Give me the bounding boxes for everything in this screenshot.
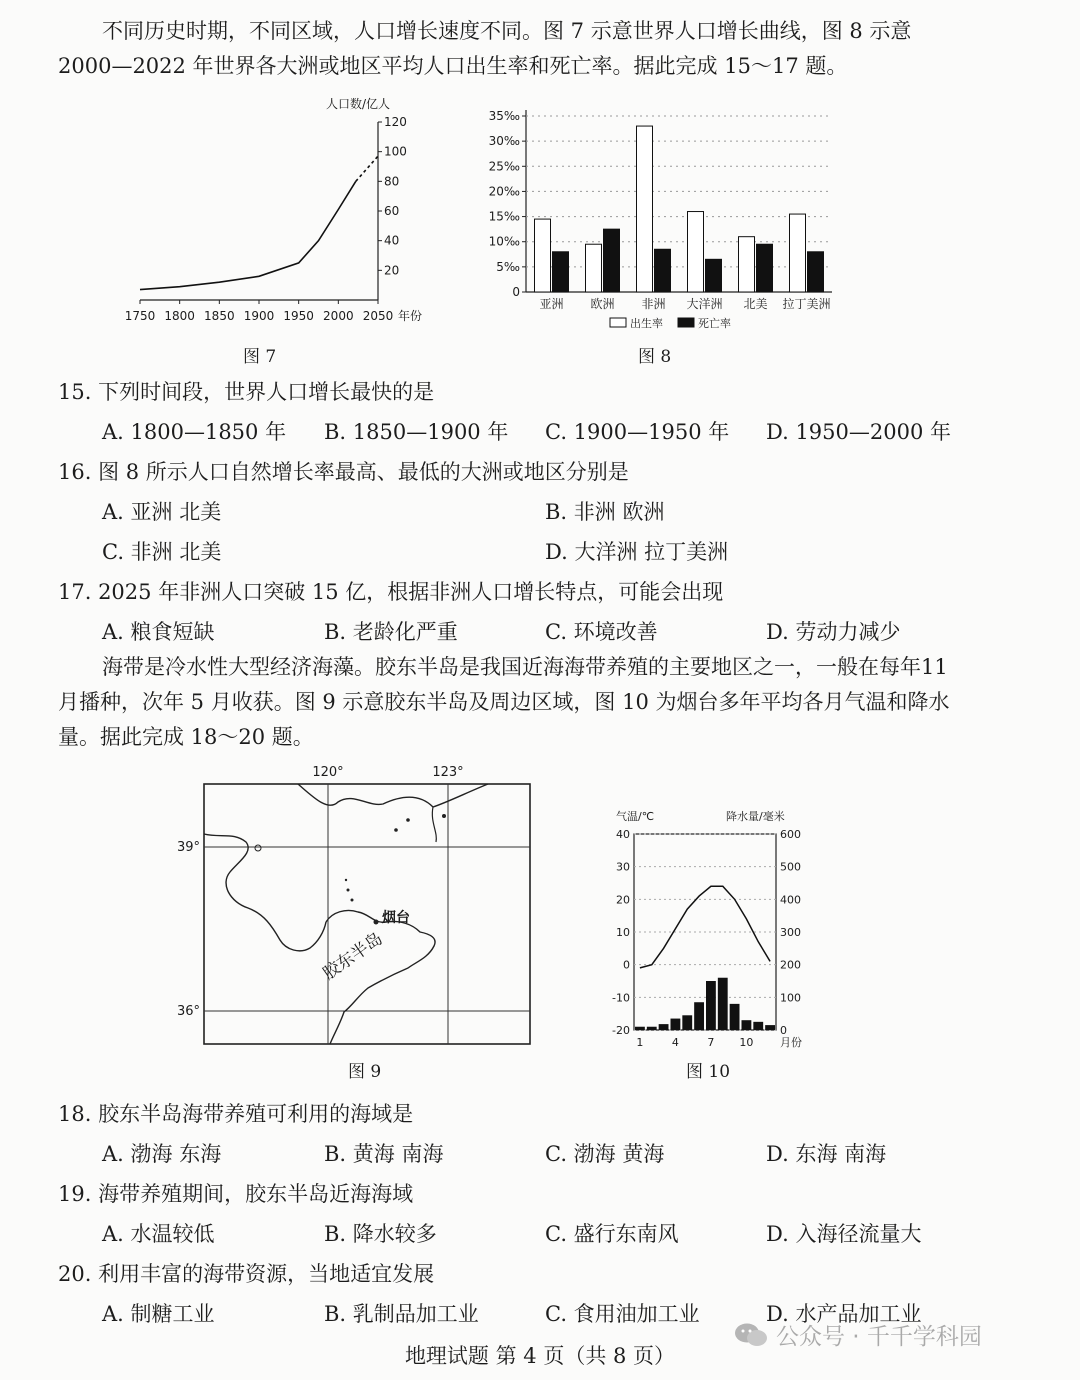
category-label: 北美 <box>743 297 768 311</box>
q18-option-b: B. 黄海 南海 <box>324 1142 444 1166</box>
lon-label-123: 123° <box>432 765 464 780</box>
category-label: 欧洲 <box>590 297 615 311</box>
q19-option-d: D. 入海径流量大 <box>766 1222 922 1246</box>
precip-tick-label: 200 <box>780 958 801 972</box>
question-16-stem: 16. 图 8 所示人口自然增长率最高、最低的大洲或地区分别是 <box>58 460 629 484</box>
peninsula-label: 胶东半岛 <box>319 928 387 985</box>
watermark-text: 公众号 · 千千学科园 <box>776 1324 982 1350</box>
question-19-stem: 19. 海带养殖期间，胶东半岛近海海域 <box>58 1182 414 1206</box>
death-rate-bar-5 <box>757 244 773 292</box>
x-tick-label: 2050 <box>362 309 394 323</box>
lon-label-120: 120° <box>312 765 344 780</box>
death-rate-bar-1 <box>553 252 569 292</box>
figure-10 <box>600 800 818 1054</box>
liaodong-coastline <box>298 784 488 807</box>
temp-tick-label: 30 <box>616 860 630 874</box>
y-tick-label: 100 <box>384 144 407 159</box>
population-curve <box>140 181 356 289</box>
y-tick-label: 20‰ <box>488 184 520 199</box>
q17-option-c: C. 环境改善 <box>545 620 658 644</box>
world-population-chart <box>124 92 438 352</box>
figure-8-caption: 图 8 <box>638 347 672 367</box>
figure-10-caption: 图 10 <box>686 1062 731 1082</box>
category-label: 拉丁美洲 <box>782 297 831 311</box>
q15-option-b: B. 1850—1900 年 <box>324 420 509 444</box>
y-tick-label: 80 <box>384 174 400 189</box>
x-tick-label: 1800 <box>164 309 195 323</box>
figure-9-caption: 图 9 <box>348 1062 382 1082</box>
precip-bar-1 <box>635 1027 645 1030</box>
x-axis-unit: 年份 <box>398 309 423 323</box>
category-label: 大洋洲 <box>686 297 723 311</box>
birth-rate-bar-5 <box>739 237 755 292</box>
q19-option-a: A. 水温较低 <box>102 1222 215 1246</box>
figure-9 <box>168 762 548 1052</box>
island <box>442 814 446 818</box>
island <box>406 818 410 822</box>
birth-rate-bar-6 <box>790 214 806 292</box>
question-20-stem: 20. 利用丰富的海带资源，当地适宜发展 <box>58 1262 435 1286</box>
x-axis-unit: 月份 <box>780 1036 802 1049</box>
y-tick-label: 25‰ <box>488 159 520 174</box>
birth-rate-bar-4 <box>688 212 704 292</box>
jiaodong-map <box>168 762 548 1052</box>
island <box>347 889 350 892</box>
month-tick-label: 1 <box>636 1036 644 1049</box>
precip-bar-4 <box>671 1019 681 1030</box>
q18-option-d: D. 东海 南海 <box>766 1142 887 1166</box>
y-tick-label: 20 <box>384 263 400 278</box>
temp-tick-label: 10 <box>616 926 630 939</box>
q20-option-c: C. 食用油加工业 <box>545 1302 700 1326</box>
q20-option-a: A. 制糖工业 <box>102 1302 215 1326</box>
liaodong-tip <box>432 807 436 842</box>
temp-tick-label: 20 <box>616 893 630 907</box>
island <box>351 899 354 902</box>
month-tick-label: 4 <box>671 1036 679 1049</box>
island <box>394 828 398 832</box>
q16-option-b: B. 非洲 欧洲 <box>545 500 665 524</box>
q15-option-c: C. 1900—1950 年 <box>545 420 730 444</box>
precip-tick-label: 100 <box>780 991 801 1005</box>
q18-option-a: A. 渤海 东海 <box>102 1142 222 1166</box>
x-tick-label: 2000 <box>323 309 354 323</box>
y-tick-label: 120 <box>384 115 407 129</box>
x-tick-label: 1900 <box>243 309 275 323</box>
q17-option-a: A. 粮食短缺 <box>102 620 215 644</box>
y-tick-label: 15‰ <box>488 209 520 224</box>
precip-bar-6 <box>694 1002 704 1030</box>
q20-option-d: D. 水产品加工业 <box>766 1302 922 1326</box>
birth-rate-bar-2 <box>586 244 602 292</box>
precip-bar-3 <box>659 1024 669 1030</box>
q15-option-a: A. 1800—1850 年 <box>102 420 287 444</box>
month-tick-label: 7 <box>707 1036 715 1049</box>
category-label: 亚洲 <box>539 297 564 311</box>
island <box>255 845 261 851</box>
precip-bar-2 <box>647 1027 657 1030</box>
q18-option-c: C. 渤海 黄海 <box>545 1142 665 1166</box>
precip-axis-label: 降水量/毫米 <box>726 810 785 823</box>
figure-7 <box>124 92 438 352</box>
legend-birth-swatch <box>610 318 626 327</box>
precip-tick-label: 300 <box>780 926 801 939</box>
figure-7-caption: 图 7 <box>243 347 277 367</box>
q19-option-c: C. 盛行东南风 <box>545 1222 679 1246</box>
y-tick-label: 40 <box>384 233 400 248</box>
temp-tick-label: 0 <box>623 958 630 972</box>
q17-option-d: D. 劳动力减少 <box>766 620 901 644</box>
temp-tick-label: -10 <box>612 991 630 1005</box>
legend-death-label: 死亡率 <box>698 317 731 330</box>
precip-bar-7 <box>706 981 716 1030</box>
precip-bar-10 <box>742 1020 752 1030</box>
x-tick-label: 1950 <box>283 309 314 323</box>
yantai-label: 烟台 <box>382 910 410 926</box>
death-rate-bar-6 <box>808 252 824 292</box>
q16-option-d: D. 大洋洲 拉丁美洲 <box>545 540 729 564</box>
death-rate-bar-3 <box>655 249 671 292</box>
x-tick-label: 1850 <box>204 309 235 323</box>
figure-8 <box>482 96 842 342</box>
question-18-stem: 18. 胶东半岛海带养殖可利用的海域是 <box>58 1102 414 1126</box>
intro-paragraph-1: 不同历史时期，不同区域，人口增长速度不同。图 7 示意世界人口增长曲线，图 8 示意2000—2022 年世界各大洲或地区平均人口出生率和死亡率。据此完成 15～17 题。 <box>58 19 912 78</box>
jiaodong-peninsula-coastline <box>326 910 435 1044</box>
temp-axis-label: 气温/℃ <box>616 810 655 823</box>
map-frame <box>204 784 530 1044</box>
q19-option-b: B. 降水较多 <box>324 1222 437 1246</box>
precip-bar-5 <box>682 1015 692 1030</box>
precip-bar-12 <box>765 1025 775 1030</box>
death-rate-bar-4 <box>706 259 722 292</box>
temp-tick-label: 40 <box>616 828 630 841</box>
precip-bar-9 <box>730 1004 740 1030</box>
question-15-stem: 15. 下列时间段，世界人口增长最快的是 <box>58 380 435 404</box>
temp-tick-label: -20 <box>612 1024 630 1037</box>
precip-tick-label: 500 <box>780 860 801 874</box>
page-footer: 地理试题 第 4 页（共 8 页） <box>404 1344 676 1368</box>
precip-tick-label: 0 <box>780 1024 787 1037</box>
x-tick-label: 1750 <box>124 309 156 323</box>
death-rate-bar-2 <box>604 229 620 292</box>
question-17-stem: 17. 2025 年非洲人口突破 15 亿，根据非洲人口增长特点，可能会出现 <box>58 580 724 604</box>
q16-option-c: C. 非洲 北美 <box>102 540 222 564</box>
y-tick-label: 0 <box>512 285 520 299</box>
temperature-curve <box>640 886 770 968</box>
y-tick-label: 5‰ <box>496 259 520 274</box>
lat-label-39: 39° <box>176 840 200 855</box>
legend-death-swatch <box>678 318 694 327</box>
yantai-city-marker <box>374 920 379 925</box>
population-projection <box>356 156 378 181</box>
category-label: 非洲 <box>641 297 666 311</box>
y-tick-label: 30‰ <box>488 134 520 149</box>
q20-option-b: B. 乳制品加工业 <box>324 1302 479 1326</box>
birth-death-rate-chart <box>482 96 842 342</box>
bohai-coastline <box>204 834 326 951</box>
lat-label-36: 36° <box>176 1004 200 1019</box>
precip-tick-label: 400 <box>780 893 801 907</box>
q16-option-a: A. 亚洲 北美 <box>102 500 222 524</box>
yantai-climograph <box>600 800 818 1054</box>
island <box>345 879 347 881</box>
y-tick-label: 10‰ <box>488 234 520 249</box>
y-axis-label: 人口数/亿人 <box>326 97 391 111</box>
y-tick-label: 35‰ <box>488 109 520 123</box>
legend-birth-label: 出生率 <box>630 317 663 330</box>
q15-option-d: D. 1950—2000 年 <box>766 420 952 444</box>
y-tick-label: 60 <box>384 204 400 218</box>
birth-rate-bar-3 <box>637 126 653 292</box>
precip-tick-label: 600 <box>780 828 801 841</box>
month-tick-label: 10 <box>739 1036 754 1049</box>
intro-paragraph-2: 海带是冷水性大型经济海藻。胶东半岛是我国近海海带养殖的主要地区之一，一般在每年11 月播种，次年 5 月收获。图 9 示意胶东半岛及周边区域，图 10 为烟台多年平均各月气温和降水量。据此完成 18～20 题。 <box>58 655 950 749</box>
birth-rate-bar-1 <box>535 219 551 292</box>
q17-option-b: B. 老龄化严重 <box>324 620 458 644</box>
precip-bar-11 <box>753 1022 763 1030</box>
precip-bar-8 <box>718 978 728 1030</box>
